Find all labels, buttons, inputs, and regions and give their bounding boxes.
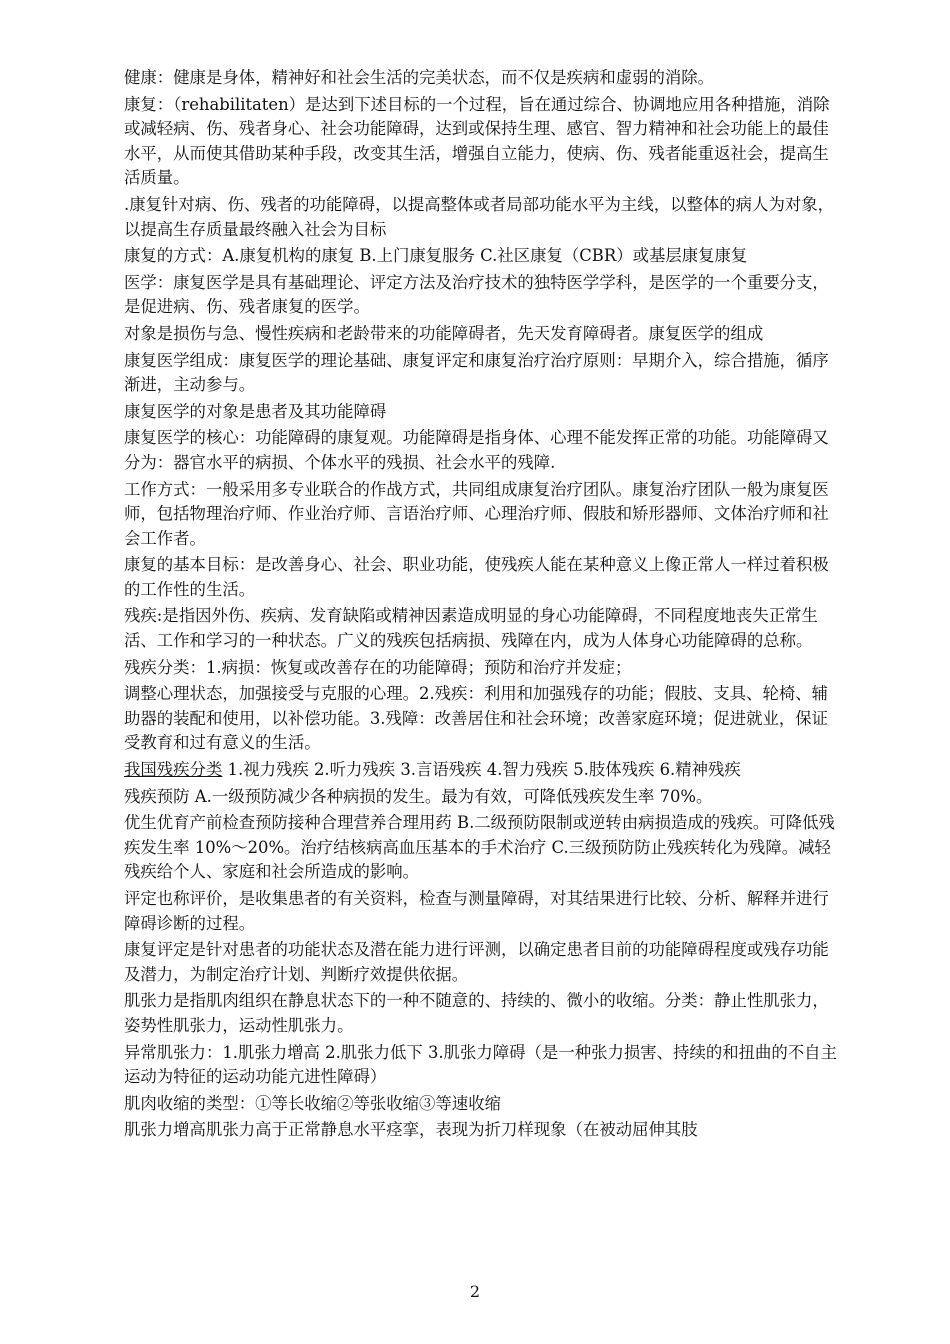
paragraph-basic-goal: 康复的基本目标：是改善身心、社会、职业功能，使残疾人能在某种意义上像正常人一样过着积极的工作性的生活。 (124, 555, 829, 599)
paragraph-disability-prevention: 残疾预防 A.一级预防减少各种病损的发生。最为有效，可降低残疾发生率 70%。 (124, 786, 713, 806)
paragraph-prevention-levels: 优生优育产前检查预防接种合理营养合理用药 B.二级预防限制或逆转由病损造成的残疾。可降低残疾发生率 10%～20%。治疗结核病高血压基本的手术治疗 C.三级预防防止残疾转化为残障。减轻残疾给个人、家庭和社会所造成的影响。 (124, 813, 835, 882)
paragraph-work-mode: 工作方式：一般采用多专业联合的作战方式，共同组成康复治疗团队。康复治疗团队一般为康复医师，包括物理治疗师、作业治疗师、言语治疗师、心理治疗师、假肢和矫形器师、文体治疗师和社会工作者。 (124, 479, 829, 548)
paragraph-rehabilitation-definition: 康复：（rehabilitaten）是达到下述目标的一个过程，旨在通过综合、协调地应用各种措施，消除或减轻病、伤、残者身心、社会功能障碍，达到或保持生理、感官、智力精神和社会功能上的最佳水平，从而使其借助某种手段，改变其生活，增强自立能力，使病、伤、残者能重返社会，提高生活质量。 (124, 94, 830, 188)
paragraph-rehab-medicine: 医学：康复医学是具有基础理论、评定方法及治疗技术的独特医学学科，是医学的一个重要分支，是促进病、伤、残者康复的医学。 (124, 272, 829, 317)
paragraph-contraction-types: 肌肉收缩的类型：①等长收缩②等张收缩③等速收缩 (124, 1093, 501, 1113)
paragraph-rehabilitation-methods: 康复的方式：A.康复机构的康复 B.上门康复服务 C.社区康复（CBR）或基层康复康复 (124, 246, 748, 266)
paragraph-rehab-target: 对象是损伤与急、慢性疾病和老龄带来的功能障碍者，先天发育障碍者。康复医学的组成 (124, 323, 764, 343)
classification-list: 1.视力残疾 2.听力残疾 3.言语残疾 4.智力残疾 5.肢体残疾 6.精神残疾 (222, 760, 741, 780)
classification-heading: 我国残疾分类 (124, 760, 223, 780)
paragraph-rehab-composition: 康复医学组成：康复医学的理论基础、康复评定和康复治疗治疗原则：早期介入，综合措施，循序渐进，主动参与。 (124, 350, 829, 395)
paragraph-national-classification (124, 758, 844, 783)
paragraph-rehab-core: 康复医学的核心：功能障碍的康复观。功能障碍是指身体、心理不能发挥正常的功能。功能障碍又分为：器官水平的病损、个体水平的残损、社会水平的残障. (124, 428, 829, 472)
paragraph-increased-tone: 肌张力增高肌张力高于正常静息水平痉挛，表现为折刀样现象（在被动屈伸其肢 (124, 1120, 698, 1140)
page-number: 2 (469, 1282, 481, 1301)
paragraph-rehab-object: 康复医学的对象是患者及其功能障碍 (124, 401, 387, 421)
paragraph-assessment-definition: 评定也称评价，是收集患者的有关资料，检查与测量障碍，对其结果进行比较、分析、解释并进行障碍诊断的过程。 (124, 889, 829, 933)
paragraph-muscle-tone: 肌张力是指肌肉组织在静息状态下的一种不随意的、持续的、微小的收缩。分类：静止性肌张力，姿势性肌张力，运动性肌张力。 (124, 991, 829, 1035)
paragraph-health-definition: 健康：健康是身体，精神好和社会生活的完美状态，而不仅是疾病和虚弱的消除。 (124, 68, 715, 87)
paragraph-adjust-psychology: 调整心理状态，加强接受与克服的心理。2.残疾：利用和加强残存的功能；假肢、支具、轮椅、辅助器的装配和使用，以补偿功能。3.残障：改善居住和社会环境；改善家庭环境；促进就业，保证受教育和过有意义的生活。 (124, 684, 829, 753)
paragraph-rehabilitation-focus: .康复针对病、伤、残者的功能障碍，以提高整体或者局部功能水平为主线，以整体的病人为对象，以提高生存质量最终融入社会为目标 (124, 194, 835, 239)
paragraph-disability-definition: 残疾:是指因外伤、疾病、发育缺陷或精神因素造成明显的身心功能障碍，不同程度地丧失正常生活、工作和学习的一种状态。广义的残疾包括病损、残障在内，成为人体身心功能障碍的总称。 (124, 606, 818, 651)
paragraph-abnormal-tone: 异常肌张力：1.肌张力增高 2.肌张力低下 3.肌张力障碍（是一种张力损害、持续的和扭曲的不自主运动为特征的运动功能亢进性障碍） (124, 1042, 837, 1087)
paragraph-rehab-assessment: 康复评定是针对患者的功能状态及潜在能力进行评测，以确定患者目前的功能障碍程度或残存功能及潜力，为制定治疗计划、判断疗效提供依据。 (124, 940, 829, 984)
document-body (124, 66, 844, 1145)
paragraph-disability-classes: 残疾分类：1.病损：恢复或改善存在的功能障碍；预防和治疗并发症； (124, 657, 632, 677)
